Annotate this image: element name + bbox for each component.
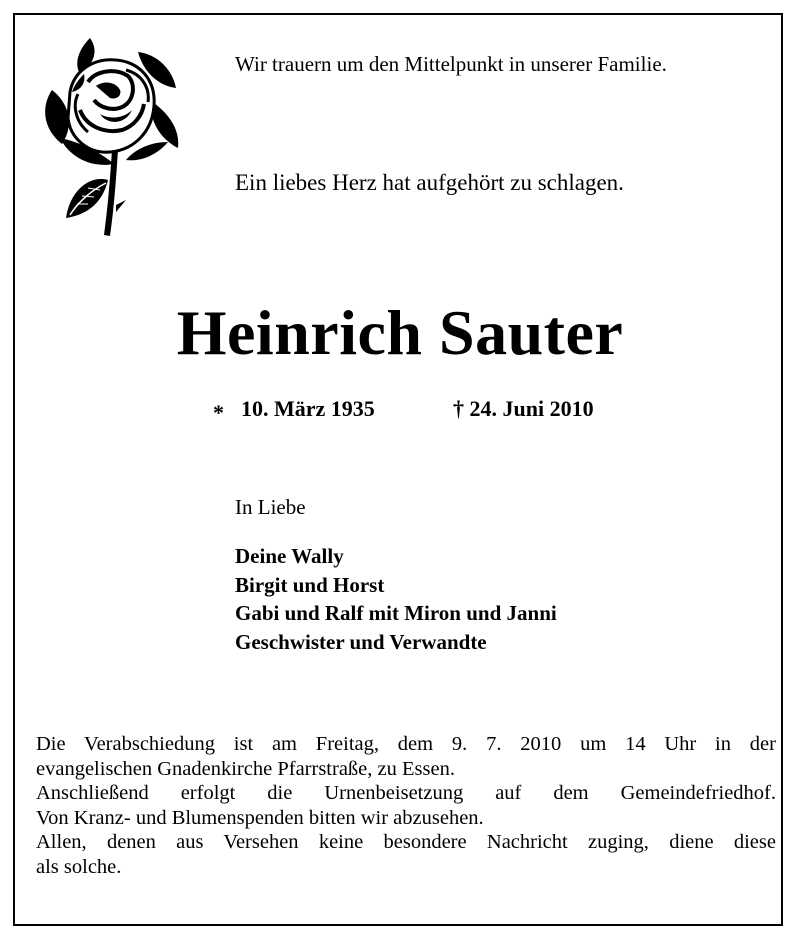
birth-date: 10. März 1935 (241, 396, 375, 421)
intro-line-2: Ein liebes Herz hat aufgehört zu schlagen. (235, 170, 624, 195)
signer: Deine Wally (235, 544, 344, 568)
death-date: † 24. Juni 2010 (453, 396, 594, 421)
signer: Geschwister und Verwandte (235, 629, 487, 654)
birth-symbol: * (213, 400, 224, 425)
signer: Birgit und Horst (235, 572, 385, 597)
rose-icon (30, 30, 190, 240)
details-line: als solche. (36, 855, 122, 878)
details-line: Die Verabschiedung ist am Freitag, dem 9. 7. 2010 um 14 Uhr in der (36, 733, 776, 755)
details-line: evangelischen Gnadenkirche Pfarrstraße, zu Essen. (36, 757, 455, 780)
in-love-label: In Liebe (235, 495, 306, 519)
intro-line-1: Wir trauern um den Mittelpunkt in unserer Familie. (235, 52, 667, 76)
ceremony-details (36, 732, 776, 879)
details-line: Allen, denen aus Versehen keine besondere Nachricht zuging, diene diese (36, 831, 776, 853)
signer: Gabi und Ralf mit Miron und Janni (235, 601, 557, 625)
signers-list (235, 542, 557, 656)
details-line: Von Kranz- und Blumenspenden bitten wir abzusehen. (36, 806, 484, 829)
details-line: Anschließend erfolgt die Urnenbeisetzung auf dem Gemeindefriedhof. (36, 782, 776, 804)
deceased-name: Heinrich Sauter (176, 297, 624, 368)
